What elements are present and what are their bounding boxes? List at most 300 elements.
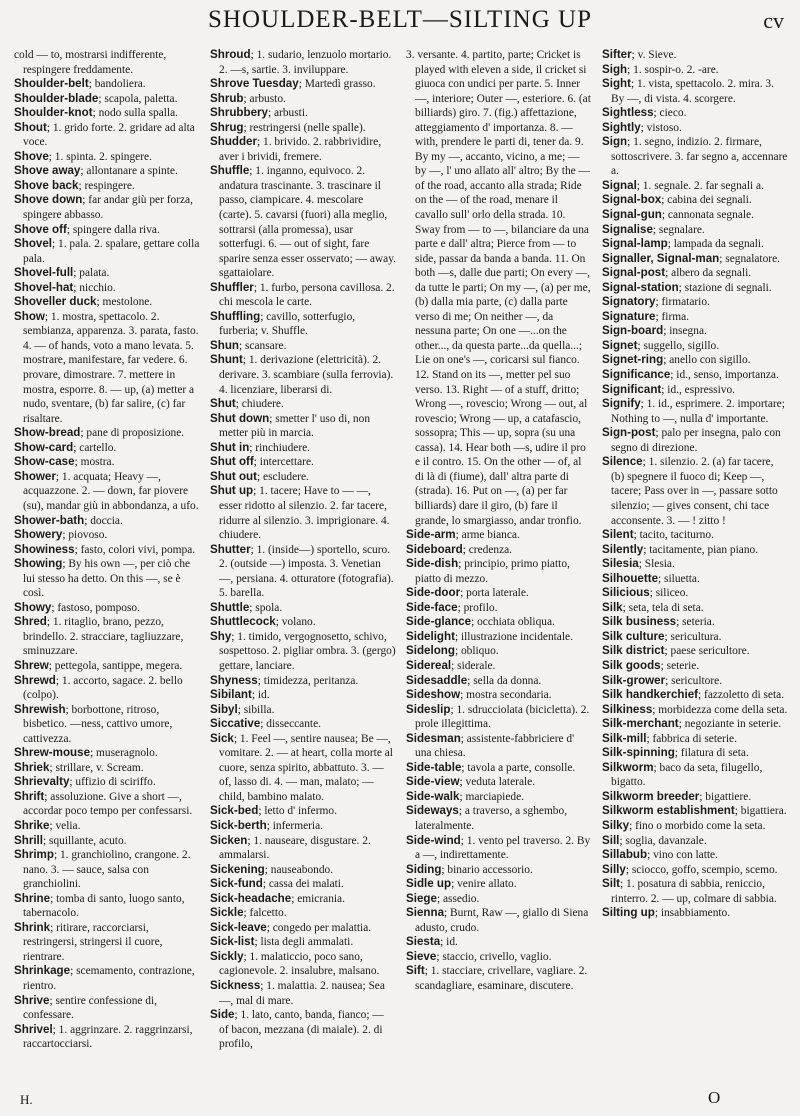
dictionary-entry (406, 528, 592, 543)
dictionary-entry (210, 1008, 396, 1052)
dictionary-entry (406, 659, 592, 674)
headword: Shut out (210, 469, 258, 483)
definition: ; 1. tacere; Have to — —, esser ridotto al silenzio. 2. far tacere, ridurre al silenzio. 3. imprigionare. 4. chiudere. (219, 485, 390, 542)
definition: ; id. (251, 689, 270, 702)
definition: ; disseccante. (260, 718, 322, 731)
definition: ; venire allato. (451, 878, 517, 891)
dictionary-entry (602, 644, 788, 659)
definition: ; 1. ritaglio, brano, pezzo, brindello. 2. stracciare, tagliuzzare, sminuzzare. (23, 616, 184, 658)
headword: Side-table (406, 760, 462, 774)
definition: ; congedo per malattia. (266, 921, 372, 934)
dictionary-entry (14, 48, 200, 77)
dictionary-entry (14, 557, 200, 601)
definition: ; 1. sudario, lenzuolo mortario. 2. —s, sartie. 3. inviluppare. (219, 49, 392, 76)
dictionary-entry (602, 121, 788, 136)
dictionary-entry (406, 775, 592, 790)
dictionary-entry (210, 353, 396, 397)
headword: Shrug (210, 120, 244, 134)
headword: Sick-list (210, 935, 255, 949)
definition: ; scemamento, contrazione, rientro. (23, 965, 195, 992)
dictionary-entry (210, 135, 396, 164)
headword: Silk (602, 600, 623, 614)
headword: Shriek (14, 760, 50, 774)
definition: ; obliquo. (454, 645, 499, 658)
definition: ; 1. furbo, persona cavillosa. 2. chi mescola le carte. (219, 281, 395, 309)
dictionary-entry (602, 732, 788, 747)
headword: Sightless (602, 106, 654, 120)
dictionary-entry (602, 746, 788, 761)
definition: ; tacito, taciturno. (633, 529, 714, 542)
dictionary-entry (602, 906, 788, 921)
headword: Sicken (210, 833, 248, 847)
definition: ; negoziante in seterie. (678, 718, 782, 731)
column-4 (602, 48, 788, 1052)
dictionary-entry (14, 77, 200, 92)
dictionary-entry (210, 703, 396, 718)
definition: ; respingere. (78, 179, 135, 192)
definition: ; morbidezza come della seta. (652, 703, 788, 716)
definition: ; mostra secondaria. (460, 689, 552, 702)
headword: Shoulder-blade (14, 91, 99, 105)
dictionary-entry (14, 514, 200, 529)
headword: Shoulder-knot (14, 106, 93, 120)
headword: Shrove Tuesday (210, 77, 299, 91)
definition: ; 1. stacciare, crivellare, vagliare. 2. scandagliare, esaminare, discutere. (415, 965, 588, 992)
headword: Shut off (210, 455, 254, 469)
headword: Shrivel (14, 1022, 53, 1036)
definition: ; museragnolo. (90, 747, 158, 760)
headword: Silent (602, 528, 634, 542)
headword: Shower-bath (14, 513, 85, 527)
dictionary-entry (406, 48, 592, 528)
headword: Sigh (602, 62, 628, 76)
headword: Signet-ring (602, 353, 664, 367)
headword: Shuttle (210, 600, 250, 614)
definition: ; principio, primo piatto, piatto di mezzo. (415, 558, 570, 585)
headword: Signature (602, 309, 656, 323)
headword: Sick (210, 731, 234, 745)
definition: ; id. (440, 936, 458, 949)
headword: Sill (602, 833, 620, 847)
definition: ; nodo sulla spalla. (92, 107, 178, 120)
dictionary-entry (14, 674, 200, 703)
dictionary-entry (602, 848, 788, 863)
dictionary-entry (406, 935, 592, 950)
dictionary-entry (406, 804, 592, 833)
definition: ; albero da segnali. (665, 267, 752, 280)
definition: ; 1. nauseare, disgustare. 2. ammalarsi. (219, 834, 371, 862)
dictionary-entry (210, 877, 396, 892)
dictionary-entry (602, 252, 788, 267)
headword: Sick-leave (210, 920, 267, 934)
dictionary-entry (406, 688, 592, 703)
dictionary-entry (210, 601, 396, 616)
headword: Shuffler (210, 280, 254, 294)
signature-mark: H. (20, 1092, 33, 1107)
definition: ; fino o morbido come la seta. (629, 819, 766, 832)
headword: Sickle (210, 906, 244, 920)
dictionary-entry (14, 237, 200, 266)
definition: ; spingere dalla riva. (66, 223, 160, 236)
dictionary-entry (14, 266, 200, 281)
headword: Shower (14, 469, 56, 483)
definition: ; 1. silenzio. 2. (a) far tacere, (b) spegnere il fuoco di; Keep —, tacere; Pass over in —, passare sotto silenzio; — gives consent, chi tace acconsente. 3. — ! zitto ! (611, 456, 778, 527)
definition: ; Burnt, Raw —, giallo di Siena adusto, crudo. (415, 907, 589, 934)
dictionary-entry (406, 543, 592, 558)
definition: ; sibilla. (237, 703, 275, 716)
headword: Sick-fund (210, 877, 263, 891)
definition: ; intercettare. (253, 456, 314, 469)
page-header (0, 6, 800, 40)
definition: ; occhiata obliqua. (471, 616, 555, 629)
headword: Shrew-mouse (14, 746, 91, 760)
definition: ; fabbrica di seterie. (646, 732, 737, 745)
headword: Sillabub (602, 848, 648, 862)
dictionary-entry (210, 950, 396, 979)
headword: Shove away (14, 164, 81, 178)
headword: Side (210, 1008, 235, 1022)
headword: Shudder (210, 135, 258, 149)
dictionary-entry (210, 121, 396, 136)
definition: ; 1. vento pel traverso. 2. By a —, indirettamente. (415, 834, 591, 862)
headword: Signaller, Signal-man (602, 251, 720, 265)
headword: Side-arm (406, 528, 456, 542)
headword: Silk-merchant (602, 717, 679, 731)
definition: cold — to, mostrarsi indifferente, respingere freddamente. (14, 49, 167, 76)
dictionary-entry (406, 761, 592, 776)
dictionary-entry (210, 543, 396, 601)
headword: Sideslip (406, 702, 451, 716)
headword: Sickness (210, 979, 261, 992)
headword: Showiness (14, 542, 75, 556)
definition: ; sciocco, goffo, scempio, scemo. (625, 863, 778, 876)
headword: Silk goods (602, 658, 661, 672)
headword: Shoulder-belt (14, 77, 89, 91)
definition: ; volano. (275, 616, 316, 629)
definition: ; timidezza, peritanza. (257, 674, 359, 687)
definition: ; 1. lato, canto, banda, fianco; — of bacon, mezzana (di maiale). 2. di profilo, (219, 1009, 384, 1051)
dictionary-entry (210, 164, 396, 280)
headword: Signal-lamp (602, 237, 668, 251)
dictionary-entry (406, 863, 592, 878)
headword: Sickening (210, 862, 265, 876)
headword: Signal-box (602, 193, 662, 207)
dictionary-entry (602, 703, 788, 718)
definition: ; filatura di seta. (674, 747, 749, 760)
dictionary-entry (602, 339, 788, 354)
headword: Sidle up (406, 877, 452, 891)
headword: Silk handkerchief (602, 688, 699, 702)
definition: ; cavillo, sotterfugio, furberia; v. Shuffle. (219, 310, 356, 338)
definition: ; 1. id., esprimere. 2. importare; Nothing to —, nulla d' importante. (611, 398, 785, 425)
definition: ; lista degli ammalati. (254, 936, 354, 949)
dictionary-entry (602, 324, 788, 339)
dictionary-entry (602, 834, 788, 849)
definition: ; segnalatore. (719, 252, 780, 265)
headword: Shrike (14, 818, 50, 832)
definition: ; nauseabondo. (264, 863, 334, 876)
headword: Shut (210, 397, 236, 411)
dictionary-entry (602, 528, 788, 543)
headword: Sidesman (406, 731, 461, 745)
headword: Silk-spinning (602, 746, 675, 760)
dictionary-entry (210, 484, 396, 542)
headword: Siding (406, 862, 442, 876)
dictionary-entry (210, 455, 396, 470)
headword: Shuffling (210, 309, 261, 323)
dictionary-entry (210, 615, 396, 630)
dictionary-entry (602, 761, 788, 790)
dictionary-entry (14, 994, 200, 1023)
headword: Shred (14, 615, 47, 629)
dictionary-entry (602, 659, 788, 674)
dictionary-entry (210, 77, 396, 92)
dictionary-entry (14, 281, 200, 296)
definition: ; assedio. (436, 892, 480, 905)
headword: Signal (602, 178, 637, 192)
dictionary-entry (210, 688, 396, 703)
dictionary-entry (14, 790, 200, 819)
headword: Signify (602, 397, 641, 411)
definition: ; 1. malaticcio, poco sano, cagionevole. 2. insalubre, malsano. (219, 950, 380, 978)
definition: ; infermeria. (266, 819, 323, 832)
headword: Sign-post (602, 426, 656, 440)
headword: Sight (602, 77, 631, 91)
dictionary-entry (210, 412, 396, 441)
dictionary-entry (602, 179, 788, 194)
definition: ; arbusti. (267, 107, 308, 120)
headword: Sickly (210, 949, 244, 963)
dictionary-entry (406, 644, 592, 659)
headword: Shrub (210, 91, 244, 105)
headword: Shutter (210, 542, 251, 556)
headword: Shroud (210, 48, 251, 61)
dictionary-entry (602, 281, 788, 296)
signature-mark-right: O (708, 1088, 721, 1107)
definition: ; uffizio di sciriffo. (69, 776, 156, 789)
dictionary-entry (14, 543, 200, 558)
definition: ; marciapiede. (459, 790, 524, 803)
dictionary-entry (14, 193, 200, 222)
headword: Silkworm establishment (602, 804, 735, 818)
definition: ; siderale. (451, 659, 496, 672)
headword: Shy (210, 629, 232, 643)
dictionary-entry (210, 892, 396, 907)
dictionary-entry (14, 848, 200, 892)
headword: Silky (602, 818, 630, 832)
definition: ; 1. segno, indizio. 2. firmare, sottoscrivere. 3. far segno a, accennare a. (611, 136, 788, 178)
headword: Shut down (210, 411, 270, 425)
headword: Sideshow (406, 688, 461, 702)
definition: ; escludere. (257, 470, 309, 483)
dictionary-entry (14, 528, 200, 543)
definition: ; 1. grido forte. 2. gridare ad alta voce. (23, 121, 195, 149)
definition: ; 1. timido, vergognosetto, schivo, sospettoso. 2. pigliar ombra. 3. (gergo) gettare, lanciare. (219, 630, 396, 672)
dictionary-entry (406, 630, 592, 645)
definition: ; suggello, sigillo. (637, 339, 720, 352)
definition: ; 1. accorto, sagace. 2. bello (colpo). (23, 674, 183, 702)
headword: Shovel-hat (14, 280, 74, 294)
dictionary-entry (406, 732, 592, 761)
dictionary-entry (602, 208, 788, 223)
dictionary-entry (14, 92, 200, 107)
dictionary-entry (210, 804, 396, 819)
headword: Shrew (14, 658, 49, 672)
dictionary-entry (210, 630, 396, 674)
definition: ; 1. inganno, equivoco. 2. andatura trascinante. 3. trascinare il passo, ciampicare. 4. mescolare (carte). 5. cavarsi (fuori) alla meglio, sottrarsi (alla promessa), usar sotterfugi. 6. — out of sight, fare sparire senza esser osservato; — away. sgattaiolare. (219, 165, 397, 280)
definition: ; cassa dei malati. (262, 878, 344, 891)
definition: ; bandoliera. (88, 78, 146, 91)
headword: Sieve (406, 949, 437, 963)
dictionary-entry (14, 150, 200, 165)
definition: ; assoluzione. Give a short —, accordar poco tempo per confessarsi. (23, 790, 193, 818)
definition: ; borbottone, ritroso, bisbetico. —ness, cattivo umore, cattivezza. (23, 703, 173, 745)
headword: Sibilant (210, 688, 252, 702)
dictionary-entry (14, 179, 200, 194)
dictionary-entry (14, 659, 200, 674)
dictionary-entry (602, 426, 788, 455)
definition: ; 1. spinta. 2. spingere. (48, 150, 152, 163)
dictionary-entry (210, 717, 396, 732)
definition: ; sericultura. (664, 630, 722, 643)
definition: ; emicrania. (291, 892, 345, 905)
headword: Silting up (602, 906, 655, 920)
definition: ; scapola, paletta. (98, 92, 178, 105)
headword: Signet (602, 338, 638, 352)
definition: ; cabina dei segnali. (661, 194, 752, 207)
definition: ; chiudere. (235, 398, 284, 411)
headword: Shove off (14, 222, 67, 236)
dictionary-entry (602, 223, 788, 238)
headword: Shrive (14, 993, 50, 1007)
headword: Signal-post (602, 266, 666, 280)
headword: Showery (14, 528, 63, 542)
definition: ; 1. brivido. 2. rabbrividire, aver i brividi, fremere. (219, 136, 382, 163)
definition: ; insabbiamento. (654, 907, 731, 920)
headword: Side-view (406, 775, 460, 789)
definition: ; siliceo. (649, 587, 689, 600)
headword: Silently (602, 542, 644, 556)
definition: ; falcetto. (243, 907, 287, 920)
definition: ; 1. sdrucciolata (bicicletta). 2. prole illegittima. (415, 703, 590, 731)
dictionary-entry (406, 892, 592, 907)
dictionary-entry (406, 615, 592, 630)
definition: ; 1. (inside—) sportello, scuro. 2. (outside —) imposta. 3. Venetian —, persiana. 4. otturatore (fotografia). 5. barella. (219, 543, 394, 600)
definition: ; 1. Feel —, sentire nausea; Be —, vomitare. 2. — at heart, colla morte al cuore, senza spirito, abbattuto. 3. — of, lasso di. 4. — man, malato; — child, bambino malato. (219, 732, 393, 803)
headword: Silesia (602, 557, 639, 571)
dictionary-entry (602, 77, 788, 106)
headword: Show (14, 309, 45, 323)
definition: ; siluetta. (658, 572, 700, 585)
definition: ; anello con sigillo. (663, 354, 751, 367)
definition: ; vistoso. (640, 121, 682, 134)
dictionary-entry (602, 135, 788, 179)
definition: ; cieco. (653, 107, 687, 120)
definition: ; baco da seta, filugello, bigatto. (611, 761, 763, 789)
dictionary-entry (14, 426, 200, 441)
dictionary-entry (602, 63, 788, 78)
definition: ; squillante, acuto. (43, 834, 127, 847)
dictionary-entry (210, 819, 396, 834)
headword: Shuffle (210, 164, 250, 178)
headword: Signal-station (602, 280, 679, 294)
headword: Show-case (14, 455, 75, 469)
headword: Shoveller duck (14, 295, 97, 309)
definition: ; lampada da segnali. (667, 238, 764, 251)
definition: ; assistente-fabbriciere d' una chiesa. (415, 732, 575, 760)
dictionary-entry (406, 950, 592, 965)
definition: ; strillare, v. Scream. (49, 761, 144, 774)
definition: ; a traverso, a sghembo, lateralmente. (415, 805, 568, 832)
dictionary-entry (602, 368, 788, 383)
definition: ; 1. granchiolino, crangone. 2. nano. 3. — sauce, salsa con granchiolini. (23, 849, 191, 891)
definition: ; paese sericultore. (664, 645, 750, 658)
headword: Side-wind (406, 833, 461, 847)
dictionary-entry (602, 717, 788, 732)
definition: ; pettegola, santippe, megera. (48, 659, 183, 672)
dictionary-entry (210, 106, 396, 121)
definition: ; vino con latte. (647, 849, 718, 862)
definition: ; spola. (249, 601, 283, 614)
definition: ; seta, tela di seta. (622, 601, 704, 614)
headword: Showy (14, 600, 52, 614)
definition: ; id., espressivo. (661, 383, 735, 396)
dictionary-entry (210, 979, 396, 1008)
headword: Sideboard (406, 542, 463, 556)
definition: ; ritirare, raccorciarsi, restringersi, stringersi il cuore, rientrare. (23, 921, 163, 963)
column-2 (210, 48, 396, 1052)
headword: Shrewd (14, 673, 56, 687)
dictionary-entry (14, 295, 200, 310)
definition: ; mostra. (74, 456, 115, 469)
definition: ; 1. segnale. 2. far segnali a. (636, 179, 764, 192)
headword: Signal-gun (602, 208, 662, 222)
definition: ; restringersi (nelle spalle). (243, 121, 366, 134)
dictionary-entry (602, 586, 788, 601)
dictionary-entry (14, 964, 200, 993)
definition: ; scansare. (238, 339, 287, 352)
dictionary-entry (210, 281, 396, 310)
headword: Shyness (210, 673, 258, 687)
definition: ; v. Sieve. (631, 49, 677, 61)
headword: Shrimp (14, 848, 54, 862)
headword: Silt (602, 877, 621, 891)
dictionary-entry (602, 106, 788, 121)
dictionary-entry (406, 964, 592, 993)
definition: ; 1. mostra, spettacolo. 2. sembianza, apparenza. 3. parata, fasto. 4. — of hands, voto a mano levata. 5. mostrare, manifestare, far vedere. 6. provare, dimostrare. 7. mettere in mostra, esporre. 8. — up, (a) metter a nudo, sventare, (b) far salire, (c) far risaltare. (23, 310, 199, 425)
dictionary-entry (14, 775, 200, 790)
headword: Shove down (14, 193, 83, 207)
dictionary-entry (210, 397, 396, 412)
definition: ; 1. vista, spettacolo. 2. mira. 3. By —, di vista. 4. scorgere. (611, 78, 774, 105)
definition: ; firmatario. (655, 296, 710, 309)
headword: Side-door (406, 586, 461, 600)
dictionary-entry (210, 441, 396, 456)
definition: ; porta laterale. (460, 587, 529, 600)
definition: ; bigattiere. (699, 790, 752, 803)
dictionary-entry (14, 921, 200, 965)
dictionary-entry (602, 601, 788, 616)
headword: Sick-bed (210, 804, 259, 818)
definition: ; 1. derivazione (elettricità). 2. derivare. 3. scambiare (sulla ferrovia). 4. licenziare, liberarsi di. (219, 354, 394, 396)
dictionary-entry (14, 761, 200, 776)
dictionary-entry (14, 601, 200, 616)
definition: ; allontanare a spinte. (80, 165, 178, 178)
definition: ; veduta laterale. (459, 776, 536, 789)
definition: ; Martedì grasso. (298, 78, 376, 91)
headword: Shrubbery (210, 106, 268, 120)
headword: Silicious (602, 586, 650, 600)
